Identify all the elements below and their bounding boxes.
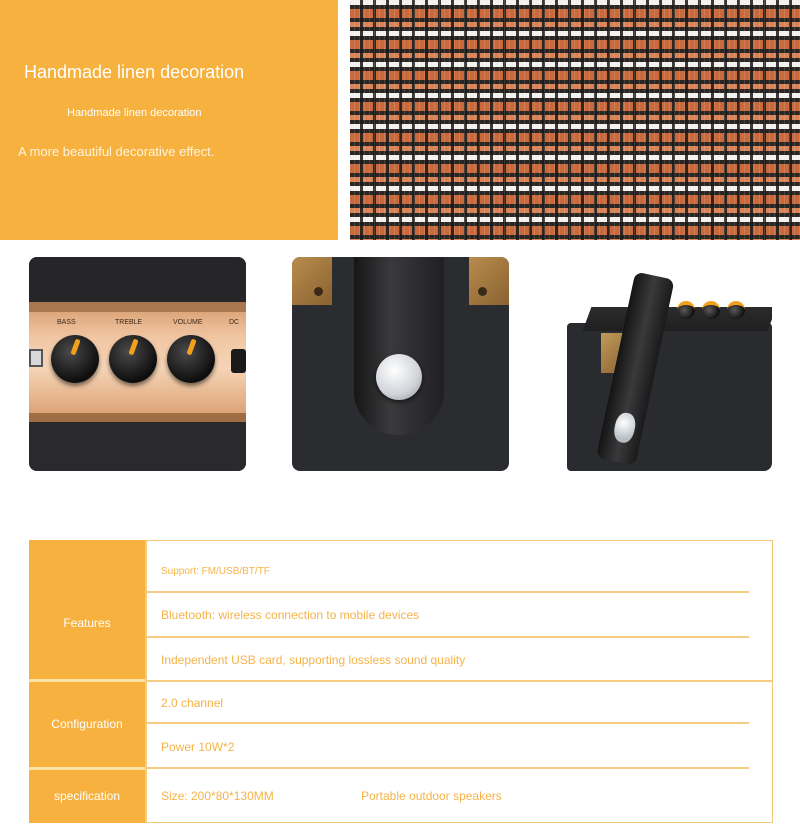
- knob-label-treble: TREBLE: [115, 319, 143, 326]
- leather-surface: [29, 257, 246, 302]
- banner-subtitle: Handmade linen decoration: [67, 107, 202, 119]
- spec-support: Support: FM/USB/BT/TF: [161, 566, 270, 577]
- banner-title: Handmade linen decoration: [24, 62, 245, 82]
- screw-icon: [314, 287, 323, 296]
- bass-knob: [51, 335, 99, 383]
- row-divider: [145, 767, 749, 769]
- spec-power: Power 10W*2: [161, 740, 235, 754]
- speaker-knob: [702, 301, 720, 319]
- speaker-knob: [677, 301, 695, 319]
- category-specification: specification: [53, 789, 121, 803]
- category-configuration: Configuration: [51, 717, 123, 731]
- banner-description: A more beautiful decorative effect.: [18, 144, 215, 159]
- linen-texture-image: [350, 0, 800, 240]
- volume-knob: [167, 335, 215, 383]
- spec-channel: 2.0 channel: [161, 696, 224, 710]
- category-features: Features: [63, 616, 111, 630]
- spec-table: [29, 540, 773, 823]
- dc-label: DC: [229, 319, 240, 326]
- spec-usb: Independent USB card, supporting lossless sound quality: [161, 653, 466, 667]
- row-divider: [145, 722, 749, 724]
- brass-corner: [469, 257, 509, 305]
- category-divider: [29, 767, 145, 770]
- knob-label-volume: VOLUME: [173, 319, 203, 326]
- screw-icon: [478, 287, 487, 296]
- strap-detail-photo: [292, 257, 509, 471]
- usb-port: [29, 349, 43, 367]
- speaker-side-photo: [557, 257, 772, 471]
- leather-strap: [354, 257, 444, 435]
- control-panel-photo: [29, 257, 246, 471]
- knob-label-bass: BASS: [57, 319, 76, 326]
- brass-corner: [292, 257, 332, 305]
- leather-surface: [29, 422, 246, 471]
- metal-button-stud: [612, 411, 638, 445]
- row-divider: [145, 636, 749, 638]
- spec-type: Portable outdoor speakers: [361, 789, 502, 803]
- speaker-knob: [727, 301, 745, 319]
- spec-size: Size: 200*80*130MM: [161, 789, 274, 803]
- row-divider: [145, 591, 749, 593]
- spec-bluetooth: Bluetooth: wireless connection to mobile devices: [161, 608, 420, 622]
- treble-knob: [109, 335, 157, 383]
- linen-banner: [0, 0, 338, 240]
- row-divider: [145, 680, 773, 682]
- metal-button-stud: [376, 354, 422, 400]
- category-divider: [29, 679, 145, 682]
- dc-jack: [231, 349, 246, 373]
